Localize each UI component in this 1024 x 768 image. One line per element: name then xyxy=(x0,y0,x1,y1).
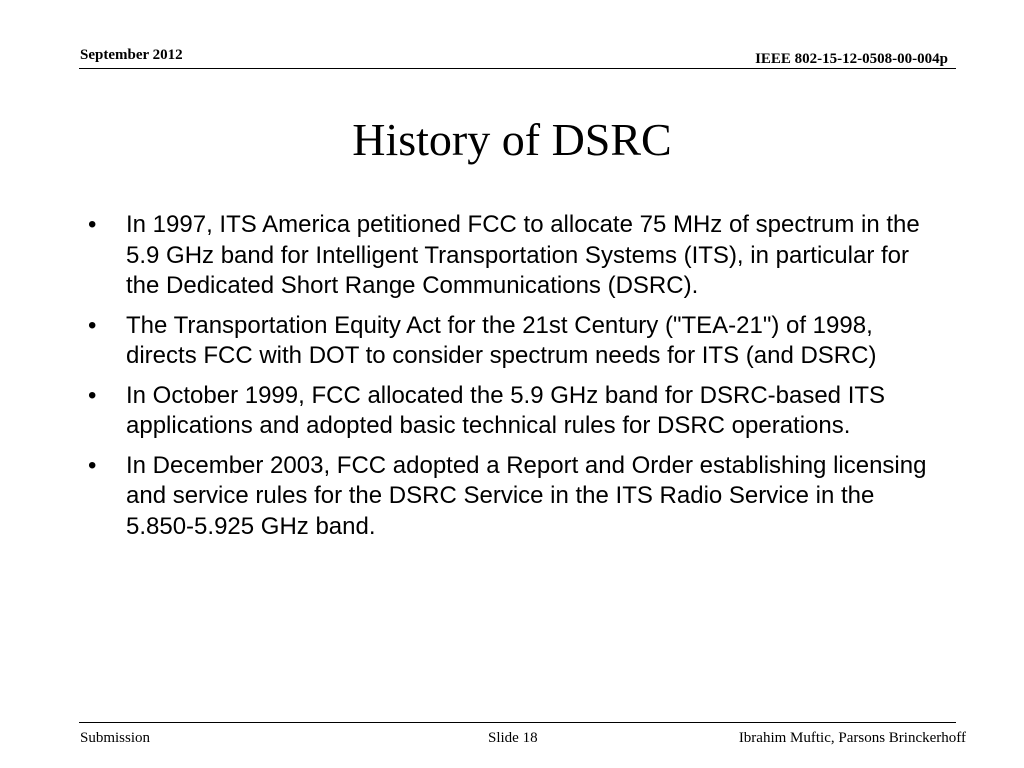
bullet-dot-icon: • xyxy=(88,451,97,479)
bullet-dot-icon: • xyxy=(88,211,97,238)
bullet-item xyxy=(88,311,948,372)
bullet-dot-icon: • xyxy=(88,381,97,409)
slide-title: History of DSRC xyxy=(352,114,672,165)
footer-divider xyxy=(79,722,956,723)
footer-submission: Submission xyxy=(80,730,151,746)
header-divider xyxy=(79,68,956,69)
footer-author: Ibrahim Muftic, Parsons Brinckerhoff xyxy=(738,730,966,746)
bullet-text: In 1997, ITS America petitioned FCC to allocate 75 MHz of spectrum in the 5.9 GHz band for Intelligent Transportation Systems (ITS), in particular for the Dedicated Short Range Communications (DSRC). xyxy=(126,211,920,299)
bullet-item xyxy=(88,451,948,543)
bullet-text: In October 1999, FCC allocated the 5.9 GHz band for DSRC-based ITS applications and adopted basic technical rules for DSRC operations. xyxy=(126,381,886,439)
header-document-id: IEEE 802-15-12-0508-00-004p xyxy=(755,51,948,67)
footer-slide-number: Slide 18 xyxy=(488,730,538,746)
bullet-item xyxy=(88,210,948,302)
bullet-item xyxy=(88,381,948,442)
bullet-text: In December 2003, FCC adopted a Report and Order establishing licensing and service rules for the DSRC Service in the ITS Radio Service in the 5.850-5.925 GHz band. xyxy=(126,451,927,540)
header-date: September 2012 xyxy=(80,47,183,63)
bullet-text: The Transportation Equity Act for the 21st Century ("TEA-21") of 1998, directs FCC with DOT to consider spectrum needs for ITS (and DSRC) xyxy=(126,311,877,369)
bullet-list xyxy=(88,210,948,551)
bullet-dot-icon: • xyxy=(88,311,97,339)
